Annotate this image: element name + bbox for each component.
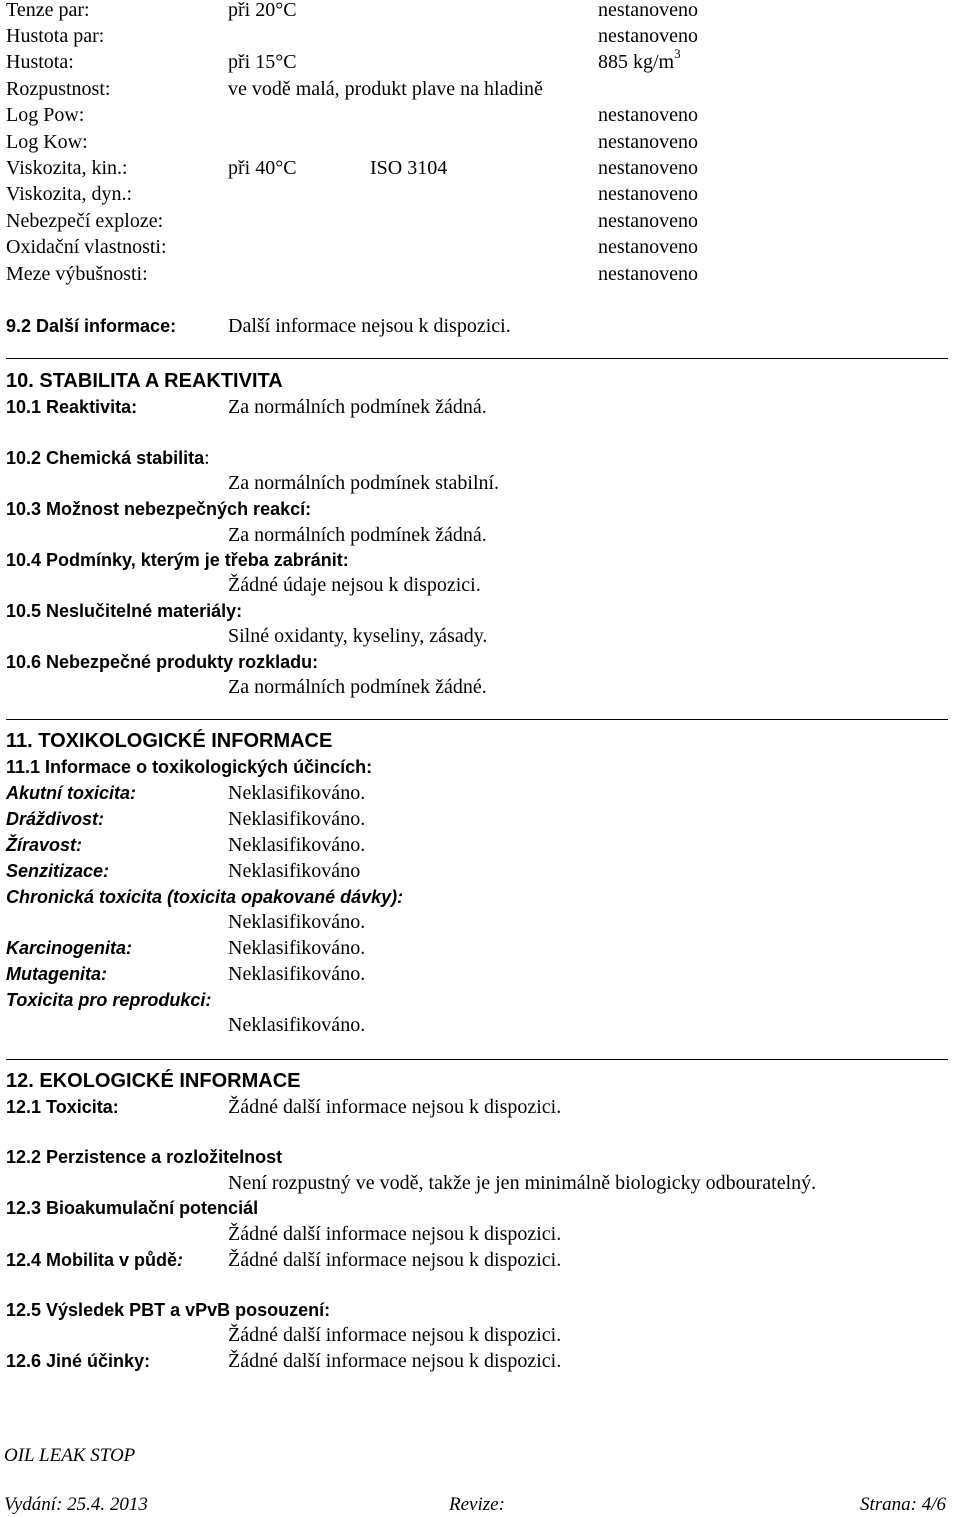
- subsection-heading: [6, 446, 210, 470]
- tox-label: Akutní toxicita:: [6, 783, 137, 803]
- prop-method: ISO 3104: [370, 157, 448, 179]
- subsection-text: Za normálních podmínek žádné.: [228, 676, 487, 698]
- footer-issue-date: Vydání: 25.4. 2013: [4, 1494, 148, 1515]
- prop-label: Rozpustnost:: [6, 78, 111, 100]
- prop-label: Oxidační vlastnosti:: [6, 236, 167, 258]
- prop-condition: při 20°C: [228, 0, 297, 21]
- footer-product-name: OIL LEAK STOP: [4, 1445, 136, 1466]
- subsection-heading: [6, 1248, 183, 1272]
- prop-label: Viskozita, kin.:: [6, 157, 128, 179]
- subsection-text: Za normálních podmínek žádná.: [228, 396, 487, 418]
- tox-value: Neklasifikováno: [228, 860, 361, 882]
- tox-value: Neklasifikováno.: [228, 937, 366, 959]
- prop-label: Meze výbušnosti:: [6, 263, 148, 285]
- subsection-label: 10.5 Neslučitelné materiály:: [6, 601, 243, 621]
- tox-label: Chronická toxicita (toxicita opakované dávky):: [6, 887, 404, 907]
- prop-condition: při 40°C: [228, 157, 297, 179]
- subsection-text: Žádné další informace nejsou k dispozici.: [228, 1223, 562, 1245]
- tox-label: Mutagenita:: [6, 964, 107, 984]
- tox-value: Neklasifikováno.: [228, 911, 366, 933]
- subsection-label: 11.1 Informace o toxikologických účincích:: [6, 757, 373, 777]
- subsection-label: 10.4 Podmínky, kterým je třeba zabránit:: [6, 550, 349, 570]
- subsection-text: Žádné údaje nejsou k dispozici.: [228, 574, 481, 596]
- tox-label: Karcinogenita:: [6, 938, 133, 958]
- subsection-text: Není rozpustný ve vodě, takže je jen minimálně biologicky odbouratelný.: [228, 1172, 817, 1194]
- prop-value: nestanoveno: [598, 131, 698, 153]
- label-colon: :: [177, 1250, 184, 1270]
- subsection-label: 12.1 Toxicita:: [6, 1097, 119, 1117]
- subsection-text: Další informace nejsou k dispozici.: [228, 315, 511, 337]
- subsection-text: Žádné další informace nejsou k dispozici.: [228, 1249, 562, 1271]
- tox-label: Žíravost:: [6, 835, 83, 855]
- subsection-label: 12.6 Jiné účinky:: [6, 1351, 151, 1371]
- section-divider: [6, 358, 948, 359]
- density-value: 885 kg/m: [598, 51, 675, 73]
- tox-value: Neklasifikováno.: [228, 1014, 366, 1036]
- prop-value: nestanoveno: [598, 263, 698, 285]
- prop-value-density: [598, 46, 681, 74]
- subsection-text: Za normálních podmínek stabilní.: [228, 472, 500, 494]
- subsection-label: 9.2 Další informace:: [6, 316, 177, 336]
- label-colon: :: [204, 447, 210, 469]
- section-title: 11. TOXIKOLOGICKÉ INFORMACE: [6, 730, 333, 752]
- tox-value: Neklasifikováno.: [228, 782, 366, 804]
- prop-label: Tenze par:: [6, 0, 90, 21]
- prop-label: Nebezpečí exploze:: [6, 210, 164, 232]
- subsection-label: 10.1 Reaktivita:: [6, 397, 138, 417]
- section-title: 10. STABILITA A REAKTIVITA: [6, 370, 283, 392]
- subsection-label: 12.2 Perzistence a rozložitelnost: [6, 1147, 283, 1167]
- prop-label: Hustota par:: [6, 25, 105, 47]
- prop-value: nestanoveno: [598, 104, 698, 126]
- section-divider: [6, 719, 948, 720]
- subsection-text: Silné oxidanty, kyseliny, zásady.: [228, 625, 488, 647]
- subsection-label: 10.2 Chemická stabilita: [6, 448, 205, 468]
- subsection-text: Žádné další informace nejsou k dispozici.: [228, 1324, 562, 1346]
- subsection-text: Žádné další informace nejsou k dispozici.: [228, 1096, 562, 1118]
- prop-value: nestanoveno: [598, 236, 698, 258]
- subsection-label: 10.3 Možnost nebezpečných reakcí:: [6, 499, 312, 519]
- footer-revision: Revize:: [449, 1494, 505, 1515]
- prop-value: nestanoveno: [598, 0, 698, 21]
- subsection-label: 12.4 Mobilita v půdě: [6, 1250, 178, 1270]
- prop-value: nestanoveno: [598, 210, 698, 232]
- prop-label: Hustota:: [6, 51, 74, 73]
- section-divider: [6, 1059, 948, 1060]
- section-title: 12. EKOLOGICKÉ INFORMACE: [6, 1070, 301, 1092]
- density-exponent: 3: [674, 46, 681, 62]
- prop-condition: při 15°C: [228, 51, 297, 73]
- footer-page-number: Strana: 4/6: [860, 1494, 947, 1515]
- tox-label: Senzitizace:: [6, 861, 110, 881]
- tox-label: Dráždivost:: [6, 809, 105, 829]
- subsection-label: 12.3 Bioakumulační potenciál: [6, 1198, 259, 1218]
- subsection-label: 12.5 Výsledek PBT a vPvB posouzení:: [6, 1300, 331, 1320]
- prop-value: nestanoveno: [598, 25, 698, 47]
- prop-label: Log Kow:: [6, 131, 88, 153]
- subsection-label: 10.6 Nebezpečné produkty rozkladu:: [6, 652, 319, 672]
- prop-value: nestanoveno: [598, 157, 698, 179]
- subsection-text: Za normálních podmínek žádná.: [228, 524, 487, 546]
- tox-value: Neklasifikováno.: [228, 808, 366, 830]
- tox-value: Neklasifikováno.: [228, 963, 366, 985]
- tox-label: Toxicita pro reprodukci:: [6, 990, 212, 1010]
- prop-label: Log Pow:: [6, 104, 85, 126]
- prop-condition: ve vodě malá, produkt plave na hladině: [228, 78, 543, 100]
- subsection-text: Žádné další informace nejsou k dispozici.: [228, 1350, 562, 1372]
- prop-label: Viskozita, dyn.:: [6, 183, 133, 205]
- tox-value: Neklasifikováno.: [228, 834, 366, 856]
- prop-value: nestanoveno: [598, 183, 698, 205]
